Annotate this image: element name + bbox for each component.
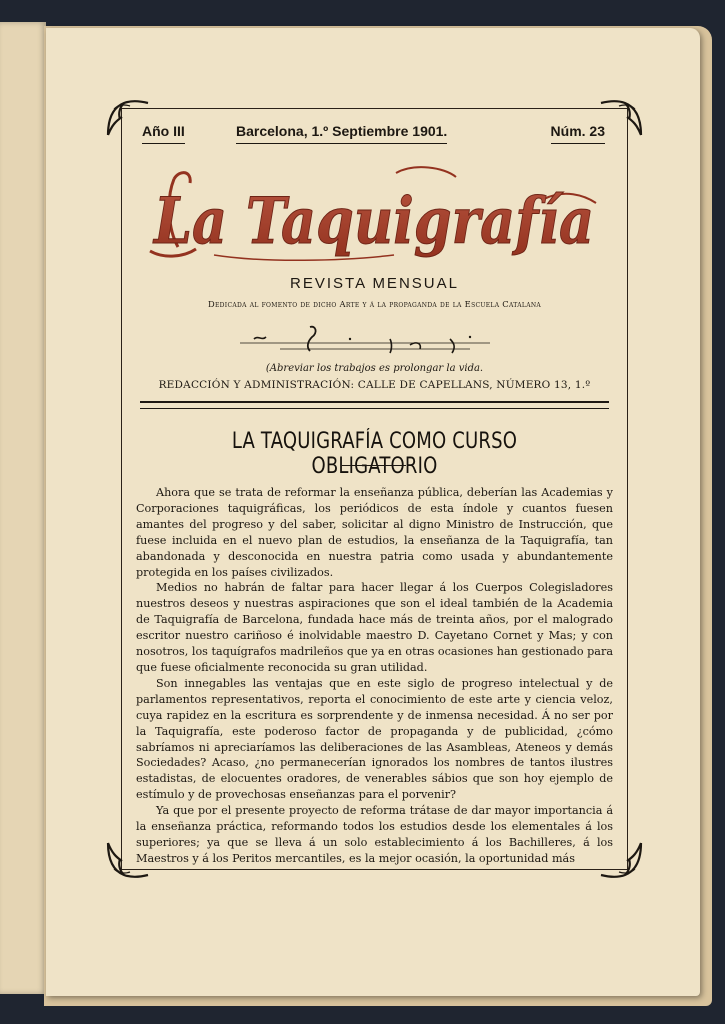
masthead-motto: (Abreviar los trabajos es prolongar la vida. (265, 363, 484, 374)
page-frame (121, 108, 628, 870)
issue-header (122, 123, 627, 149)
magazine-page (46, 28, 700, 996)
article-title: LA TAQUIGRAFÍA COMO CURSO OBLIGATORIO (231, 429, 518, 479)
article-paragraph: Ahora que se trata de reformar la enseñanza pública, deberían las Academias y Corporaciones taquigráficas, los periódicos de esta índole y cuantos fuesen amantes del progreso y del saber, solicitar al digno Ministro de Instrucción, que fuese incluida en el nuevo plan de estudios, la enseñanza de la Taquigrafía, tan abandonada y desconocida en nuestra patria como usada y abundantemente protegida en los países civilizados. (136, 486, 613, 579)
article-paragraph: Ya que por el presente proyecto de reforma trátase de dar mayor importancia á la enseñanza práctica, reformando todos los estudios desde los elementales á los superiores; ya que se lleva á un solo establecimiento á los Bachilleres, á los Maestros y á los Peritos mercantiles, es la mejor ocasión, la oportunidad más (136, 804, 613, 865)
article-paragraph: Medios no habrán de faltar para hacer llegar á los Cuerpos Colegisladores nuestros deseos y nuestras aspiraciones que son el ideal también de la Academia de Taquigrafía de Barcelona, fundada hace más de treinta años, por el malogrado escritor nuestro cariñoso é inolvidable maestro D. Cayetano Cornet y Mas; y con nosotros, los taquígrafos madrileños que ya en otras ocasiones han gestionado para que fuese oficialmente reconocida su gran utilidad. (136, 581, 613, 674)
shorthand-motto-icon (240, 319, 490, 361)
issue-number: Núm. 23 (551, 123, 605, 144)
masthead-dedication: Dedicada al fomento de dicho Arte y á la propaganda de la Escuela Catalana (207, 299, 542, 309)
article-body (136, 485, 613, 865)
masthead-logo (144, 159, 604, 277)
article-paragraph: Son innegables las ventajas que en este siglo de progreso intelectual y de parlamentos representativos, reporta el conocimiento de este arte y ciencia veloz, cuya rapidez en la escritura es sorprendente y de inmensa necesidad. Á no ser por la Taquigrafía, este poderoso factor de propaganda y de publicidad, ¿cómo sabríamos ni apreciaríamos las deliberaciones de las Asambleas, Ateneos y demás Sociedades? Acaso, ¿no permanecerían ignorados los nombres de tantos ilustres estadistas, de elocuentes oradores, de venerables sábios que son hoy ejemplo de estímulo y de provechosas enseñanzas para el porvenir? (136, 676, 613, 802)
issue-date: Barcelona, 1.º Septiembre 1901. (236, 123, 447, 144)
issue-year: Año III (142, 123, 185, 144)
title-underline (342, 465, 406, 466)
editorial-address: REDACCIÓN Y ADMINISTRACIÓN: CALLE DE CAPELLANS, NÚMERO 13, 1.º (158, 379, 591, 391)
masthead-subtitle: REVISTA MENSUAL (290, 275, 459, 292)
header-divider (140, 401, 609, 409)
masthead-title: La Taquigrafía (152, 184, 595, 259)
facing-page-edge (0, 22, 46, 994)
